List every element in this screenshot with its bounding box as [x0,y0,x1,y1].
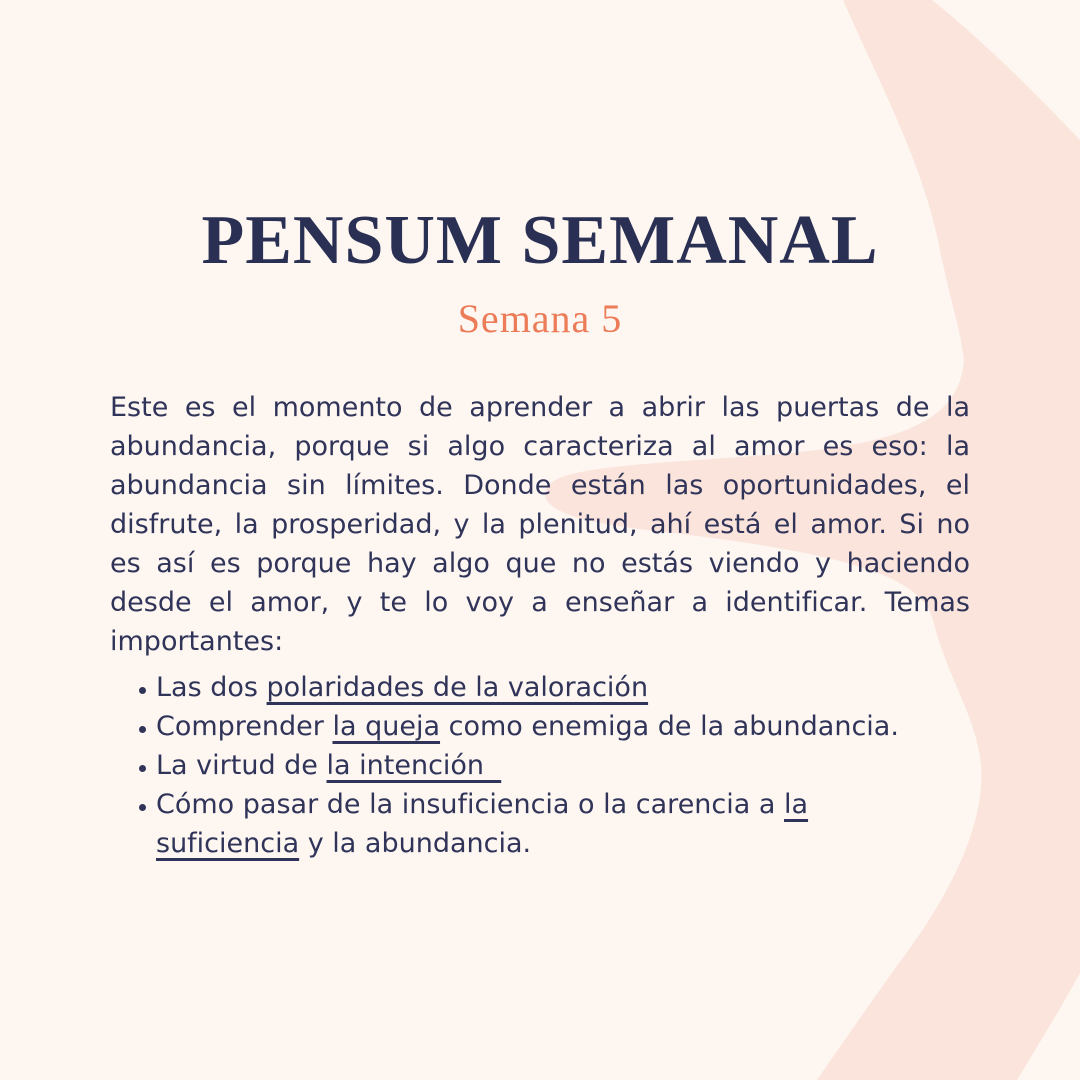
list-item [110,668,970,707]
paragraph-line: es así es porque hay algo que no estás viendo y haciendo [110,548,970,579]
bullet-text: como enemiga de la abundancia. [440,711,899,742]
body-text-column [110,388,970,863]
paragraph-line: abundancia sin límites. Donde están las oportunidades, el [110,470,970,501]
paragraph-line: disfrute, la prosperidad, y la plenitud, ahí está el amor. Si no [110,509,970,540]
paragraph-line: Este es el momento de aprender a abrir las puertas de la [110,392,970,423]
bullet-dot-icon [139,804,146,811]
underlined-topic-text: suficiencia [156,828,300,859]
underlined-topic-text: la intención [326,750,502,781]
paragraph-line: importantes: [110,626,284,657]
paragraph-line: desde el amor, y te lo voy a enseñar a identificar. Temas [110,587,970,618]
page-title: PENSUM SEMANAL [201,202,879,279]
bullet-dot-icon [139,765,146,772]
bullet-text: y la abundancia. [299,828,532,859]
bullet-dot-icon [139,687,146,694]
list-item [110,785,970,863]
bullet-line [156,824,970,863]
bullet-text: La virtud de [156,750,327,781]
bullet-text: Comprender [156,711,333,742]
list-item [110,746,970,785]
bullet-dot-icon [139,726,146,733]
page-subtitle: Semana 5 [457,296,623,341]
topics-list [110,668,970,863]
bullet-line [156,785,970,824]
underlined-topic-text: la queja [332,711,441,742]
bullet-text: Las dos [156,672,267,703]
bullet-text: Cómo pasar de la insuficiencia o la carencia a [156,789,785,820]
underlined-topic-text: la [784,789,809,820]
paragraph-line: abundancia, porque si algo caracteriza al amor es eso: la [110,431,970,462]
list-item [110,707,970,746]
underlined-topic-text: polaridades de la valoración [266,672,649,703]
